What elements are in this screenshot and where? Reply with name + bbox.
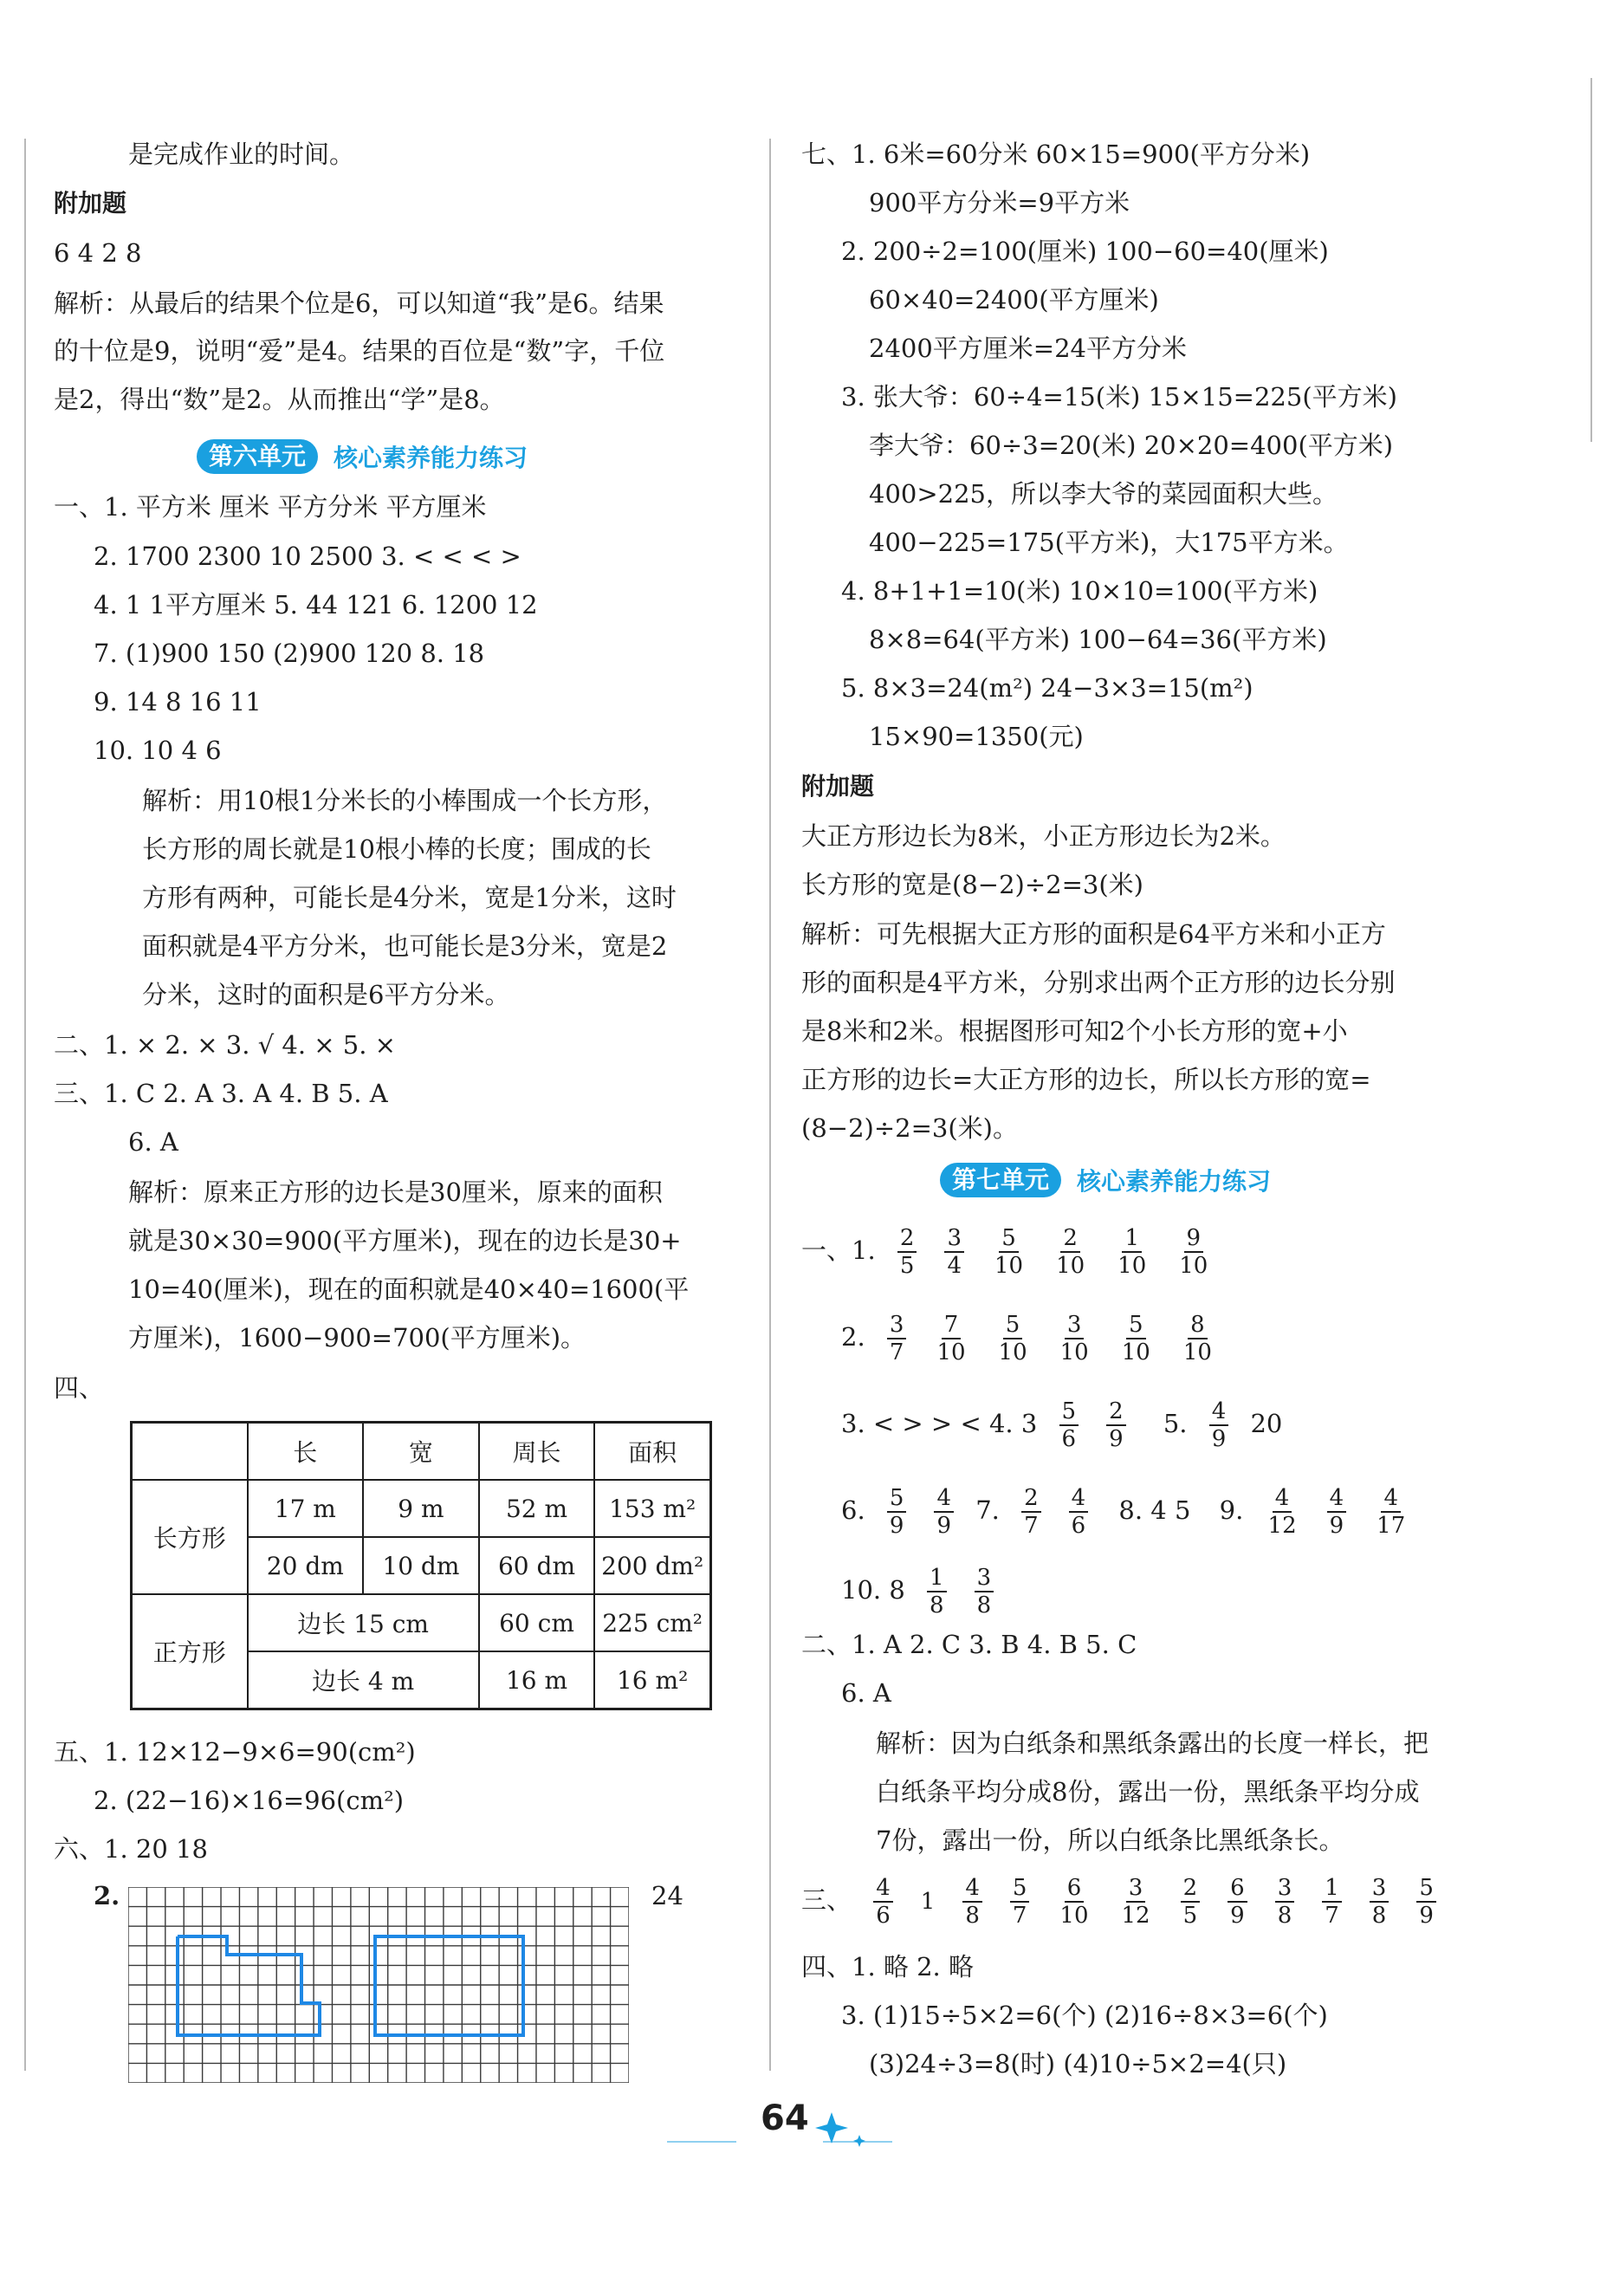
question-label: 5. bbox=[1163, 1409, 1188, 1438]
numerator: 3 bbox=[887, 1312, 907, 1339]
numerator: 4 bbox=[962, 1875, 982, 1903]
denominator: 8 bbox=[1277, 1903, 1292, 1929]
text-line: 大正方形边长为8米，小正方形边长为2米。 bbox=[801, 821, 1286, 851]
answer-line: 15×90=1350(元) bbox=[869, 722, 1084, 751]
table-corner bbox=[132, 1423, 248, 1481]
denominator: 9 bbox=[936, 1513, 951, 1539]
table-cell: 边长 15 cm bbox=[248, 1594, 479, 1651]
numerator: 5 bbox=[1010, 1875, 1030, 1903]
fraction bbox=[1115, 1225, 1149, 1279]
text-line: 6 4 2 8 bbox=[54, 238, 142, 268]
answer-line: 10. 10 4 6 bbox=[94, 736, 222, 765]
question-label: 8. 4 5 bbox=[1118, 1495, 1191, 1525]
fraction-row bbox=[841, 1480, 1422, 1540]
analysis-line: 方形有两种，可能长是4分米，宽是1分米，这时 bbox=[142, 883, 677, 912]
numerator: 4 bbox=[1273, 1485, 1292, 1513]
table-cell: 200 dm² bbox=[594, 1537, 710, 1594]
unit6-title: 核心素养能力练习 bbox=[334, 444, 528, 472]
answer-line: 2400平方厘米=24平方分米 bbox=[869, 334, 1188, 363]
analysis-line: 解析：因为白纸条和黑纸条露出的长度一样长，把 bbox=[876, 1728, 1429, 1758]
answer-value: 20 bbox=[1250, 1409, 1283, 1438]
numerator: 2 bbox=[1181, 1875, 1201, 1903]
extra-title: 附加题 bbox=[54, 189, 127, 217]
extra-title: 附加题 bbox=[801, 772, 875, 801]
denominator: 10 bbox=[994, 1253, 1024, 1279]
question-label: 7. bbox=[975, 1495, 1000, 1525]
analysis-line: 解析：用10根1分米长的小棒围成一个长方形， bbox=[142, 786, 668, 815]
table-header: 长 bbox=[248, 1423, 364, 1481]
analysis-line: 解析：可先根据大正方形的面积是64平方米和小正方 bbox=[801, 919, 1386, 949]
denominator: 9 bbox=[889, 1513, 904, 1539]
analysis-line: 形的面积是4平方米，分别求出两个正方形的边长分别 bbox=[801, 968, 1396, 997]
answer-line: 9. 14 8 16 11 bbox=[94, 687, 262, 717]
numerator: 3 bbox=[975, 1565, 994, 1592]
table-cell: 10 dm bbox=[363, 1537, 479, 1594]
grid-figure bbox=[128, 1887, 629, 2083]
denominator: 10 bbox=[998, 1339, 1027, 1365]
numerator: 4 bbox=[873, 1875, 893, 1903]
fraction bbox=[1057, 1875, 1091, 1929]
answer-line: 五、1. 12×12−9×6=90(cm²) bbox=[54, 1737, 416, 1767]
table-cell: 60 cm bbox=[479, 1594, 595, 1651]
denominator: 12 bbox=[1267, 1513, 1297, 1539]
fraction-group bbox=[1007, 1485, 1102, 1539]
rect-square-table bbox=[130, 1421, 712, 1710]
denominator: 5 bbox=[899, 1253, 915, 1279]
analysis-line: 10=40(厘米)，现在的面积就是40×40=1600(平 bbox=[128, 1274, 690, 1304]
numerator: 4 bbox=[1327, 1485, 1347, 1513]
numerator: 9 bbox=[1184, 1225, 1204, 1253]
table-cell: 52 m bbox=[479, 1480, 595, 1537]
numerator: 3 bbox=[1370, 1875, 1390, 1903]
answer-line: 7. (1)900 150 (2)900 120 8. 18 bbox=[94, 639, 485, 668]
fraction bbox=[1059, 1398, 1079, 1452]
fraction bbox=[1106, 1398, 1126, 1452]
unit6-banner bbox=[197, 438, 528, 476]
denominator: 8 bbox=[930, 1592, 944, 1618]
table-cell: 153 m² bbox=[594, 1480, 710, 1537]
fraction-group bbox=[1046, 1398, 1140, 1452]
text-line: 是完成作业的时间。 bbox=[128, 139, 355, 169]
question-label: 10. 8 bbox=[841, 1575, 905, 1605]
fraction bbox=[1053, 1225, 1087, 1279]
fraction-row bbox=[801, 1220, 1224, 1281]
fraction bbox=[1228, 1875, 1247, 1929]
question-label: 三、 bbox=[801, 1885, 852, 1915]
denominator: 9 bbox=[1109, 1426, 1124, 1452]
fraction: 1 bbox=[920, 1889, 936, 1915]
analysis-line: 正方形的边长=大正方形的边长，所以长方形的宽= bbox=[801, 1065, 1371, 1094]
fraction bbox=[1370, 1875, 1390, 1929]
fraction-group bbox=[884, 1225, 1224, 1279]
fraction bbox=[1021, 1485, 1041, 1539]
fraction-row bbox=[801, 1870, 1450, 1930]
question-label: 一、1. bbox=[801, 1236, 876, 1265]
numerator: 1 bbox=[1322, 1875, 1342, 1903]
answer-line: 三、1. C 2. A 3. A 4. B 5. A bbox=[54, 1079, 388, 1108]
fraction-row bbox=[841, 1393, 1282, 1454]
table-row-label: 长方形 bbox=[132, 1480, 248, 1594]
table-header: 宽 bbox=[363, 1423, 479, 1481]
text-line: 的十位是9，说明“爱”是4。结果的百位是“数”字，千位 bbox=[54, 336, 665, 366]
unit7-title: 核心素养能力练习 bbox=[1077, 1167, 1272, 1196]
grid-lines bbox=[128, 1887, 629, 2083]
l-shape-outline bbox=[178, 1936, 320, 2035]
table-cell: 16 m bbox=[479, 1651, 595, 1709]
answer-line: 400>225，所以李大爷的菜园面积大些。 bbox=[869, 479, 1338, 509]
fraction bbox=[1181, 1875, 1201, 1929]
numerator: 5 bbox=[887, 1485, 907, 1513]
analysis-line: 7份，露出一份，所以白纸条比黑纸条长。 bbox=[876, 1826, 1344, 1855]
numerator: 4 bbox=[1069, 1485, 1089, 1513]
denominator: 10 bbox=[1056, 1253, 1085, 1279]
left-margin-rule bbox=[24, 139, 26, 2071]
table-cell: 9 m bbox=[363, 1480, 479, 1537]
answer-line: 四、1. 略 2. 略 bbox=[801, 1952, 974, 1981]
fraction bbox=[887, 1485, 907, 1539]
answer-line: 七、1. 6米=60分米 60×15=900(平方分米) bbox=[801, 139, 1311, 169]
answer-line: 二、1. × 2. × 3. √ 4. × 5. × bbox=[54, 1030, 396, 1060]
numerator: 5 bbox=[1059, 1398, 1079, 1426]
answer-line: 6. A bbox=[128, 1127, 178, 1157]
analysis-line: 是8米和2米。根据图形可知2个小长方形的宽+小 bbox=[801, 1016, 1348, 1046]
answer-line: 4. 8+1+1=10(米) 10×10=100(平方米) bbox=[841, 576, 1318, 606]
table-cell: 16 m² bbox=[594, 1651, 710, 1709]
fraction bbox=[934, 1485, 954, 1539]
analysis-line: 就是30×30=900(平方厘米)，现在的边长是30+ bbox=[128, 1226, 682, 1255]
question-label: 3. < > > < 4. 3 bbox=[841, 1409, 1038, 1438]
table-header: 周长 bbox=[479, 1423, 595, 1481]
numerator: 5 bbox=[1416, 1875, 1436, 1903]
small-star-icon bbox=[853, 2135, 865, 2147]
denominator: 10 bbox=[1179, 1253, 1208, 1279]
numerator: 4 bbox=[934, 1485, 954, 1513]
answer-line: 400−225=175(平方米)，大175平方米。 bbox=[869, 528, 1349, 557]
analysis-line: 白纸条平均分成8份，露出一份，黑纸条平均分成 bbox=[876, 1777, 1420, 1806]
denominator: 17 bbox=[1377, 1513, 1406, 1539]
numerator: 1 bbox=[927, 1565, 947, 1592]
fraction-group bbox=[913, 1565, 1007, 1618]
numerator: 5 bbox=[1126, 1312, 1146, 1339]
fraction bbox=[1176, 1225, 1210, 1279]
fraction bbox=[962, 1875, 982, 1929]
fraction bbox=[944, 1225, 964, 1279]
numerator: 4 bbox=[1381, 1485, 1401, 1513]
table-cell: 17 m bbox=[248, 1480, 364, 1537]
fraction bbox=[897, 1225, 917, 1279]
table-cell: 60 dm bbox=[479, 1537, 595, 1594]
numerator: 3 bbox=[1065, 1312, 1085, 1339]
question-label: 9. bbox=[1219, 1495, 1244, 1525]
denominator: 6 bbox=[1061, 1426, 1077, 1452]
numerator: 4 bbox=[1209, 1398, 1229, 1426]
answer-line: 3. (1)15÷5×2=6(个) (2)16÷8×3=6(个) bbox=[841, 2001, 1328, 2030]
star-icon bbox=[815, 2112, 848, 2144]
numerator: 2 bbox=[897, 1225, 917, 1253]
fraction bbox=[1069, 1485, 1089, 1539]
fraction bbox=[1275, 1875, 1295, 1929]
analysis-line: 分米，这时的面积是6平方分米。 bbox=[142, 980, 510, 1009]
answer-line: 8×8=64(平方米) 100−64=36(平方米) bbox=[869, 625, 1327, 654]
numerator: 6 bbox=[1065, 1875, 1085, 1903]
answer-line: 六、1. 20 18 bbox=[54, 1834, 208, 1864]
analysis-line: 面积就是4平方分米，也可能长是3分米，宽是2 bbox=[142, 931, 668, 961]
page-number: 64 bbox=[761, 2098, 809, 2138]
fraction bbox=[1327, 1485, 1347, 1539]
analysis-line: 解析：原来正方形的边长是30厘米，原来的面积 bbox=[128, 1177, 663, 1207]
fraction bbox=[1181, 1312, 1215, 1365]
column-divider bbox=[769, 139, 771, 2071]
question-label: 2. bbox=[841, 1322, 865, 1352]
denominator: 9 bbox=[1230, 1903, 1245, 1929]
fraction bbox=[873, 1875, 893, 1929]
answer-line: 3. 张大爷：60÷4=15(米) 15×15=225(平方米) bbox=[841, 382, 1397, 412]
numerator: 8 bbox=[1188, 1312, 1208, 1339]
text-line: 是2，得出“数”是2。从而推出“学”是8。 bbox=[54, 385, 505, 414]
rectangle-outline bbox=[375, 1936, 523, 2035]
fraction bbox=[1119, 1312, 1153, 1365]
numerator: 2 bbox=[1106, 1398, 1126, 1426]
numerator: 3 bbox=[1275, 1875, 1295, 1903]
table-header: 面积 bbox=[594, 1423, 710, 1481]
denominator: 6 bbox=[1071, 1513, 1086, 1539]
answer-line: 6. A bbox=[841, 1678, 891, 1708]
denominator: 7 bbox=[889, 1339, 904, 1365]
numerator: 3 bbox=[944, 1225, 964, 1253]
numerator: 5 bbox=[999, 1225, 1019, 1253]
fraction bbox=[1374, 1485, 1408, 1539]
fraction bbox=[1322, 1875, 1342, 1929]
unit6-badge: 第六单元 bbox=[197, 439, 318, 474]
denominator: 10 bbox=[1117, 1253, 1147, 1279]
fraction bbox=[887, 1312, 907, 1365]
numerator: 1 bbox=[1122, 1225, 1142, 1253]
numerator: 3 bbox=[1126, 1875, 1146, 1903]
question-label: 6. bbox=[841, 1495, 865, 1525]
denominator: 12 bbox=[1121, 1903, 1150, 1929]
denominator: 8 bbox=[1371, 1903, 1387, 1929]
fraction-group bbox=[1252, 1485, 1422, 1539]
fraction bbox=[1119, 1875, 1153, 1929]
table-cell: 225 cm² bbox=[594, 1594, 710, 1651]
fraction-group bbox=[859, 1875, 1450, 1929]
analysis-line: 长方形的周长就是10根小棒的长度；围成的长 bbox=[142, 834, 651, 864]
answer-line: 二、1. A 2. C 3. B 4. B 5. C bbox=[801, 1630, 1137, 1659]
numerator: 2 bbox=[1021, 1485, 1041, 1513]
text-line: 长方形的宽是(8−2)÷2=3(米) bbox=[801, 870, 1143, 899]
fraction-row bbox=[841, 1560, 1007, 1620]
fraction-group bbox=[1195, 1398, 1243, 1452]
denominator: 8 bbox=[976, 1592, 992, 1618]
analysis-line: 方厘米)，1600−900=700(平方厘米)。 bbox=[128, 1323, 586, 1352]
denominator: 7 bbox=[1024, 1513, 1039, 1539]
answer-line: 2. 200÷2=100(厘米) 100−60=40(厘米) bbox=[841, 237, 1329, 266]
denominator: 10 bbox=[1182, 1339, 1212, 1365]
fraction bbox=[934, 1312, 968, 1365]
unit7-badge: 第七单元 bbox=[940, 1163, 1061, 1197]
answer-line: 5. 8×3=24(m²) 24−3×3=15(m²) bbox=[841, 673, 1253, 703]
fraction bbox=[1058, 1312, 1092, 1365]
unit7-banner bbox=[940, 1161, 1271, 1199]
answer-line: 2. bbox=[94, 1881, 120, 1910]
denominator: 7 bbox=[1325, 1903, 1339, 1929]
fraction bbox=[1010, 1875, 1030, 1929]
numerator: 7 bbox=[942, 1312, 962, 1339]
answer-line: 60×40=2400(平方厘米) bbox=[869, 285, 1159, 315]
numerator: 2 bbox=[1060, 1225, 1080, 1253]
table-cell: 20 dm bbox=[248, 1537, 364, 1594]
answer-line: 李大爷：60÷3=20(米) 20×20=400(平方米) bbox=[869, 431, 1394, 460]
table-cell: 边长 4 m bbox=[248, 1651, 479, 1709]
numerator: 5 bbox=[1003, 1312, 1023, 1339]
fraction bbox=[1209, 1398, 1229, 1452]
fraction-group bbox=[873, 1312, 1228, 1365]
denominator: 9 bbox=[1211, 1426, 1227, 1452]
denominator: 10 bbox=[936, 1339, 966, 1365]
fraction bbox=[927, 1565, 947, 1618]
denominator: 5 bbox=[1182, 1903, 1198, 1929]
answer-line: 4. 1 1平方厘米 5. 44 121 6. 1200 12 bbox=[94, 590, 538, 619]
denominator: 10 bbox=[1121, 1339, 1150, 1365]
denominator: 8 bbox=[965, 1903, 980, 1929]
text-line: 解析：从最后的结果个位是6，可以知道“我”是6。结果 bbox=[54, 289, 664, 318]
denominator: 10 bbox=[1059, 1339, 1089, 1365]
answer-value: 24 bbox=[651, 1881, 683, 1910]
numerator: 6 bbox=[1228, 1875, 1247, 1903]
denominator: 9 bbox=[1329, 1513, 1344, 1539]
answer-line: 一、1. 平方米 厘米 平方分米 平方厘米 bbox=[54, 492, 487, 522]
fraction bbox=[1416, 1875, 1436, 1929]
denominator: 10 bbox=[1059, 1903, 1089, 1929]
denominator: 4 bbox=[947, 1253, 962, 1279]
right-edge-rule bbox=[1590, 78, 1592, 442]
table-row-label: 正方形 bbox=[132, 1594, 248, 1709]
fraction bbox=[975, 1565, 994, 1618]
denominator: 6 bbox=[876, 1903, 891, 1929]
fraction bbox=[992, 1225, 1026, 1279]
answer-line: 900平方分米=9平方米 bbox=[869, 188, 1130, 217]
fraction bbox=[1266, 1485, 1299, 1539]
analysis-line: (8−2)÷2=3(米)。 bbox=[801, 1113, 1018, 1143]
denominator: 9 bbox=[1419, 1903, 1434, 1929]
answer-line: 2. 1700 2300 10 2500 3. < < < > bbox=[94, 542, 521, 571]
answer-line: (3)24÷3=8(时) (4)10÷5×2=4(只) bbox=[869, 2049, 1287, 2079]
denominator: 7 bbox=[1012, 1903, 1027, 1929]
fraction-row bbox=[841, 1307, 1228, 1367]
fraction-group bbox=[873, 1485, 968, 1539]
fraction bbox=[996, 1312, 1030, 1365]
answer-line: 2. (22−16)×16=96(cm²) bbox=[94, 1786, 405, 1815]
answer-line: 四、 bbox=[54, 1373, 105, 1403]
